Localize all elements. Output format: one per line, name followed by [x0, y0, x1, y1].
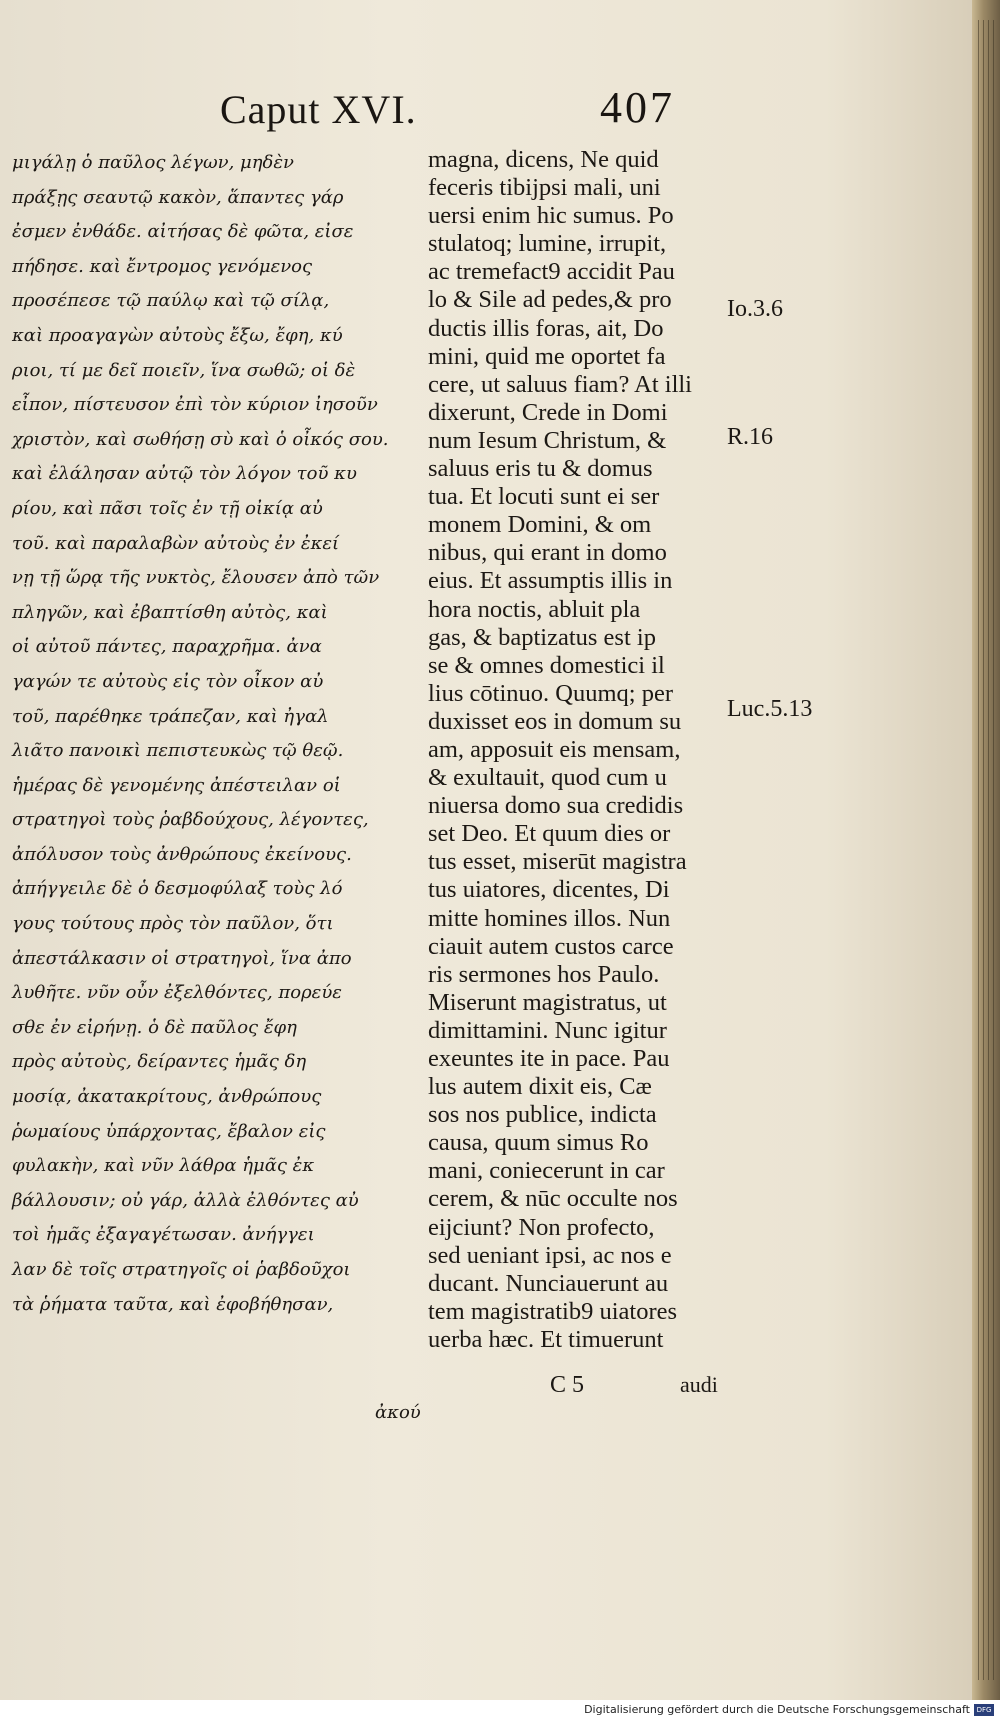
latin-text-line: lus autem dixit eis, Cæ [428, 1073, 652, 1101]
latin-text-line: ac tremefact9 accidit Pau [428, 258, 675, 286]
greek-text-line: ἀπόλυσον τοὺς ἀνθρώπους ἐκείνους. [12, 843, 352, 865]
greek-text-line: τοῦ, παρέθηκε τράπεζαν, καὶ ἠγαλ [12, 705, 329, 727]
greek-text-line: φυλακὴν, καὶ νῦν λάθρα ἡμᾶς ἐκ [12, 1155, 315, 1177]
running-head: Caput XVI. [220, 87, 417, 132]
latin-text-line: mitte homines illos. Nun [428, 904, 671, 932]
margin-note-io: Io.3.6 [727, 296, 783, 322]
greek-text-line: γαγών τε αὐτοὺς εἰς τὸν οἶκον αὐ [12, 670, 324, 692]
greek-catchword: ἀκού [375, 1402, 421, 1423]
greek-text-line: γους τούτους πρὸς τὸν παῦλον, ὅτι [12, 913, 334, 935]
greek-text-line: ἐσμεν ἐνθάδε. αἰτήσας δὲ φῶτα, εἰσε [12, 221, 354, 243]
greek-text-line: νῃ τῇ ὥρᾳ τῆς νυκτὸς, ἔλουσεν ἀπὸ τῶν [12, 567, 380, 589]
greek-text-line: οἱ αὐτοῦ πάντες, παραχρῆμα. ἀνα [12, 636, 322, 658]
greek-text-line: πρὸς αὐτοὺς, δείραντες ἡμᾶς δη [12, 1051, 307, 1073]
greek-text-line: ἡμέρας δὲ γενομένης ἀπέστειλαν οἱ [12, 774, 341, 796]
latin-text-line: se & omnes domestici il [428, 651, 665, 679]
greek-text-line: πληγῶν, καὶ ἐβαπτίσθη αὐτὸς, καὶ [12, 601, 328, 623]
latin-text-line: nibus, qui erant in domo [428, 539, 667, 567]
latin-text-line: ducant. Nunciauerunt au [428, 1269, 669, 1297]
greek-text-line: στρατηγοὶ τοὺς ῥαβδούχους, λέγοντες, [12, 809, 369, 831]
book-fore-edge [972, 0, 1000, 1700]
greek-text-line: ῥωμαίους ὑπάρχοντας, ἔβαλον εἰς [12, 1120, 326, 1142]
greek-text-line: πράξῃς σεαυτῷ κακὸν, ἅπαντες γάρ [12, 186, 344, 208]
margin-note-luc: Luc.5.13 [727, 696, 813, 722]
latin-catchword: audi [680, 1372, 718, 1397]
latin-text-line: magna, dicens, Ne quid [428, 146, 659, 173]
page-header [0, 83, 972, 146]
greek-text-line: καὶ προαγαγὼν αὐτοὺς ἔξω, ἔφη, κύ [12, 324, 343, 346]
latin-text-line: am, apposuit eis mensam, [428, 735, 681, 763]
latin-text-line: sed ueniant ipsi, ac nos e [428, 1241, 672, 1269]
latin-text-line: ductis illis foras, ait, Do [428, 314, 664, 342]
greek-text-line: ἀπεστάλκασιν οἱ στρατηγοὶ, ἵνα ἀπο [12, 947, 352, 969]
latin-text-line: gas, & baptizatus est ip [428, 623, 656, 651]
page-number: 407 [600, 83, 675, 132]
latin-text-line: & exultauit, quod cum u [428, 764, 667, 792]
latin-text-line: causa, quum simus Ro [428, 1129, 649, 1157]
latin-text-line: stulatoq; lumine, irrupit, [428, 230, 667, 258]
digitization-footer [0, 1700, 1000, 1721]
greek-text-line: λυθῆτε. νῦν οὖν ἐξελθόντες, πορεύε [12, 982, 342, 1004]
greek-text-line: ριοι, τί με δεῖ ποιεῖν, ἵνα σωθῶ; οἱ δὲ [12, 359, 356, 381]
greek-text-line: λαν δὲ τοῖς στρατηγοῖς οἱ ῥαβδοῦχοι [12, 1259, 351, 1280]
latin-text-line: ris sermones hos Paulo. [428, 960, 660, 988]
latin-text-line: num Iesum Christum, & [428, 426, 667, 454]
greek-text-line: βάλλουσιν; οὐ γάρ, ἀλλὰ ἐλθόντες αὐ [12, 1189, 359, 1211]
greek-text-line: εἶπον, πίστευσον ἐπὶ τὸν κύριον ἰησοῦν [12, 394, 378, 416]
greek-text-line: πήδησε. καὶ ἔντρομος γενόμενος [12, 255, 313, 277]
latin-text-line: ciauit autem custos carce [428, 932, 674, 960]
greek-text-line: καὶ ἐλάλησαν αὐτῷ τὸν λόγον τοῦ κυ [12, 463, 357, 485]
dfg-logo-icon: DFG [974, 1704, 994, 1716]
latin-text-line: Miserunt magistratus, ut [428, 988, 667, 1016]
greek-text-line: τοὶ ἡμᾶς ἐξαγαγέτωσαν. ἀνήγγει [12, 1224, 315, 1246]
margin-note-r: R.16 [727, 424, 774, 450]
latin-text-line: duxisset eos in domum su [428, 707, 682, 735]
latin-text-column [428, 146, 728, 1354]
latin-text-line: mani, coniecerunt in car [428, 1157, 665, 1185]
latin-text-line: uersi enim hic sumus. Po [428, 202, 674, 230]
greek-text-line: ρίου, καὶ πᾶσι τοῖς ἐν τῇ οἰκίᾳ αὐ [12, 497, 323, 519]
greek-text-line: τὰ ῥήματα ταῦτα, καὶ ἐφοβήθησαν, [12, 1293, 334, 1315]
greek-text-line: μιγάλῃ ὁ παῦλος λέγων, μηδὲν [12, 152, 294, 173]
latin-text-line: dixerunt, Crede in Domi [428, 398, 668, 426]
signature-mark: C 5 [550, 1372, 585, 1398]
footer-credit: Digitalisierung gefördert durch die Deutsche Forschungsgemeinschaft [584, 1703, 970, 1716]
latin-text-line: sos nos publice, indicta [428, 1101, 657, 1129]
latin-text-line: exeuntes ite in pace. Pau [428, 1045, 670, 1072]
greek-text-line: μοσίᾳ, ἀκατακρίτους, ἀνθρώπους [12, 1086, 322, 1108]
latin-text-line: lo & Sile ad pedes,& pro [428, 286, 672, 314]
latin-text-line: feceris tibijpsi mali, uni [428, 174, 661, 202]
latin-text-line: eijciunt? Non profecto, [428, 1213, 655, 1241]
latin-text-line: cere, ut saluus fiam? At illi [428, 370, 692, 398]
latin-text-line: saluus eris tu & domus [428, 455, 653, 483]
latin-text-line: niuersa domo sua credidis [428, 792, 684, 820]
greek-text-line: σθε ἐν εἰρήνῃ. ὁ δὲ παῦλος ἔφη [12, 1016, 297, 1038]
latin-text-line: tua. Et locuti sunt ei ser [428, 483, 660, 511]
latin-text-line: hora noctis, abluit pla [428, 595, 641, 623]
latin-text-line: tem magistratib9 uiatores [428, 1297, 678, 1325]
latin-text-line: cerem, & nūc occulte nos [428, 1185, 678, 1213]
latin-text-line: tus esset, miserūt magistra [428, 848, 687, 876]
latin-text-line: set Deo. Et quum dies or [428, 820, 671, 848]
greek-text-line: χριστὸν, καὶ σωθήσῃ σὺ καὶ ὁ οἶκός σου. [12, 428, 389, 450]
latin-text-line: uerba hæc. Et timuerunt [428, 1325, 664, 1353]
greek-text-line: λιᾶτο πανοικὶ πεπιστευκὼς τῷ θεῷ. [12, 740, 344, 762]
latin-text-line: lius cōtinuo. Quumq; per [428, 679, 673, 707]
greek-text-column [12, 146, 422, 1322]
latin-text-line: monem Domini, & om [428, 511, 652, 539]
latin-text-line: eius. Et assumptis illis in [428, 567, 673, 595]
greek-text-line: τοῦ. καὶ παραλαβὼν αὐτοὺς ἐν ἐκεί [12, 532, 340, 554]
greek-text-line: ἀπήγγειλε δὲ ὁ δεσμοφύλαξ τοὺς λό [12, 878, 343, 900]
greek-text-line: προσέπεσε τῷ παύλῳ καὶ τῷ σίλᾳ, [12, 290, 330, 312]
latin-text-line: tus uiatores, dicentes, Di [428, 876, 670, 904]
latin-text-line: dimittamini. Nunc igitur [428, 1016, 667, 1044]
latin-text-line: mini, quid me oportet fa [428, 342, 666, 370]
